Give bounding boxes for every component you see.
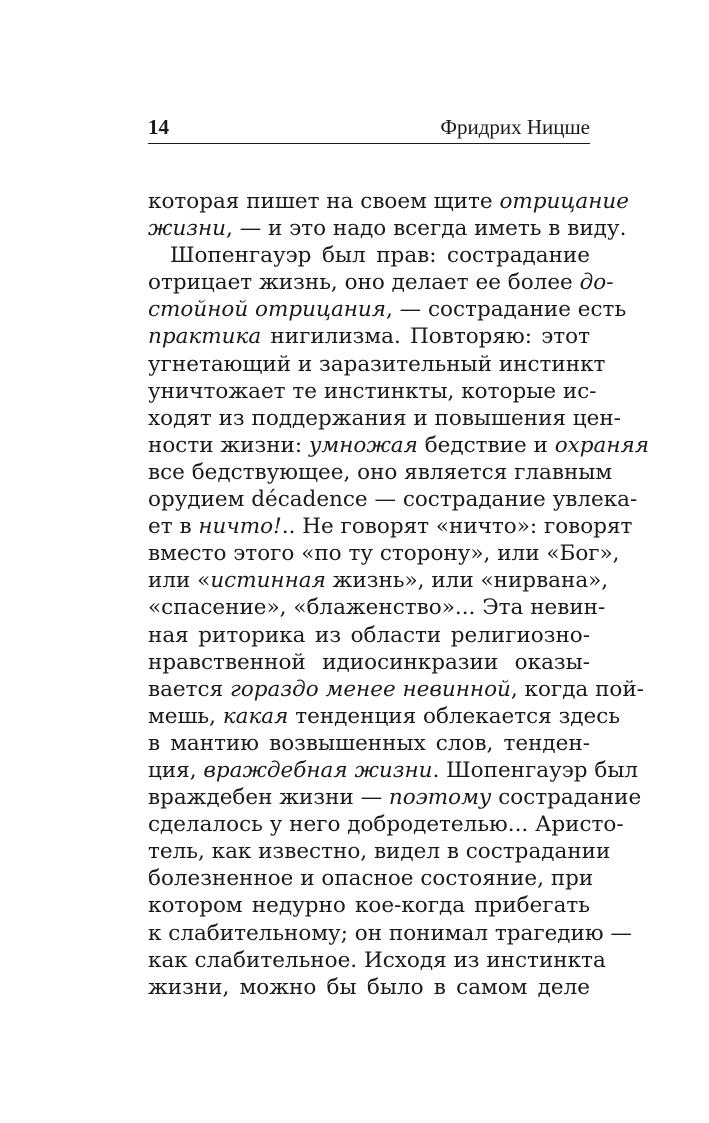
text-line <box>148 405 621 432</box>
text-line <box>148 215 627 242</box>
text-line <box>148 920 632 947</box>
text-run: угнетающий и заразительный инстинкт <box>148 351 606 377</box>
text-run: вается <box>148 676 230 702</box>
text-line <box>148 486 638 513</box>
italic-text: поэтому <box>388 785 492 811</box>
text-run: к слабительному; он понимал трагедию — <box>148 920 632 946</box>
text-line <box>148 811 624 838</box>
text-run: как слабительное. Исходя из инстинкта <box>148 947 606 973</box>
text-run: тенденция облекается здесь <box>288 703 621 729</box>
text-run: которая пишет на своем щите <box>148 189 500 214</box>
text-line <box>148 432 649 459</box>
italic-text: жизни <box>148 216 227 242</box>
italic-text: отрицание <box>499 189 629 214</box>
text-line <box>148 378 597 405</box>
text-run: в мантию возвышенных слов, тенден- <box>148 730 590 756</box>
text-run: враждебен жизни — <box>148 785 389 811</box>
header-rule <box>148 143 590 144</box>
text-run: , — и это надо всегда иметь в виду. <box>226 216 627 242</box>
italic-text: охраняя <box>554 432 649 458</box>
text-run: котором недурно кое-когда прибегать <box>148 893 590 919</box>
text-run: «спасение», «блаженство»... Эта невин- <box>148 595 606 621</box>
text-line <box>148 513 633 540</box>
text-run: ет в <box>148 514 199 540</box>
text-run: сделалось у него добродетелью... Аристо- <box>148 812 624 838</box>
italic-text: практика <box>148 324 262 350</box>
italic-text: гораздо менее невинной <box>229 676 511 702</box>
text-run: нравственной идиосинкразии оказы- <box>148 649 590 675</box>
text-run: все бедствующее, оно является главным <box>148 459 613 485</box>
text-run: ная риторика из области религиозно- <box>148 622 590 648</box>
text-line <box>148 242 590 269</box>
text-run: тель, как известно, видел в сострадании <box>148 839 611 865</box>
text-run: ция, <box>148 757 204 783</box>
text-run: сострадание <box>491 785 642 811</box>
running-header <box>148 115 590 140</box>
text-line <box>148 323 590 350</box>
text-line <box>148 269 614 296</box>
italic-text: какая <box>222 703 289 729</box>
text-line <box>148 784 642 811</box>
text-run: ходят из поддержания и повышения цен- <box>148 405 621 431</box>
text-line <box>148 594 606 621</box>
text-line <box>148 865 594 892</box>
text-line <box>148 947 606 974</box>
text-run: жизнь», или «нирвана», <box>325 568 609 594</box>
text-run: .. Не говорят «ничто»: говорят <box>281 514 633 540</box>
text-line <box>148 567 609 594</box>
text-line <box>148 188 629 215</box>
text-line <box>148 296 627 323</box>
text-line <box>148 540 620 567</box>
text-run: орудием décadence — сострадание увлека- <box>148 487 638 513</box>
text-run: вместо этого «по ту сторону», или «Бог», <box>148 541 620 567</box>
text-run: Шопенгауэр был прав: сострадание <box>170 243 590 269</box>
text-line <box>148 351 606 378</box>
text-run: жизни, можно бы было в самом деле <box>148 974 590 1000</box>
text-line <box>148 974 590 1001</box>
italic-text: до- <box>579 270 614 296</box>
italic-text: истинная <box>210 568 326 594</box>
text-line <box>148 703 621 730</box>
text-run: нигилизма. Повторяю: этот <box>261 324 590 350</box>
text-run: отрицает жизнь, оно делает ее более <box>148 270 580 296</box>
text-line <box>148 649 590 676</box>
text-run: бедствие и <box>417 432 555 458</box>
page-number: 14 <box>148 115 169 139</box>
text-run: . Шопенгауэр был <box>432 757 639 783</box>
italic-text: враждебная жизни <box>203 757 433 783</box>
text-line <box>148 622 590 649</box>
italic-text: стойной отрицания <box>148 297 387 323</box>
running-title: Фридрих Ницше <box>440 115 590 139</box>
text-line <box>148 730 590 757</box>
text-run: ности жизни: <box>148 432 309 458</box>
text-line <box>148 676 644 703</box>
text-run: или « <box>148 568 211 594</box>
text-line <box>148 757 639 784</box>
text-run: уничтожает те инстинкты, которые ис- <box>148 378 597 404</box>
text-line <box>148 892 590 919</box>
text-run: мешь, <box>148 703 223 729</box>
text-run: , — сострадание есть <box>386 297 627 323</box>
text-run: болезненное и опасное состояние, при <box>148 866 594 892</box>
italic-text: умножая <box>308 432 418 458</box>
text-line <box>148 459 613 486</box>
text-run: , когда пой- <box>510 676 644 702</box>
body-text <box>148 188 649 1001</box>
italic-text: ничто! <box>198 514 282 540</box>
text-line <box>148 838 611 865</box>
